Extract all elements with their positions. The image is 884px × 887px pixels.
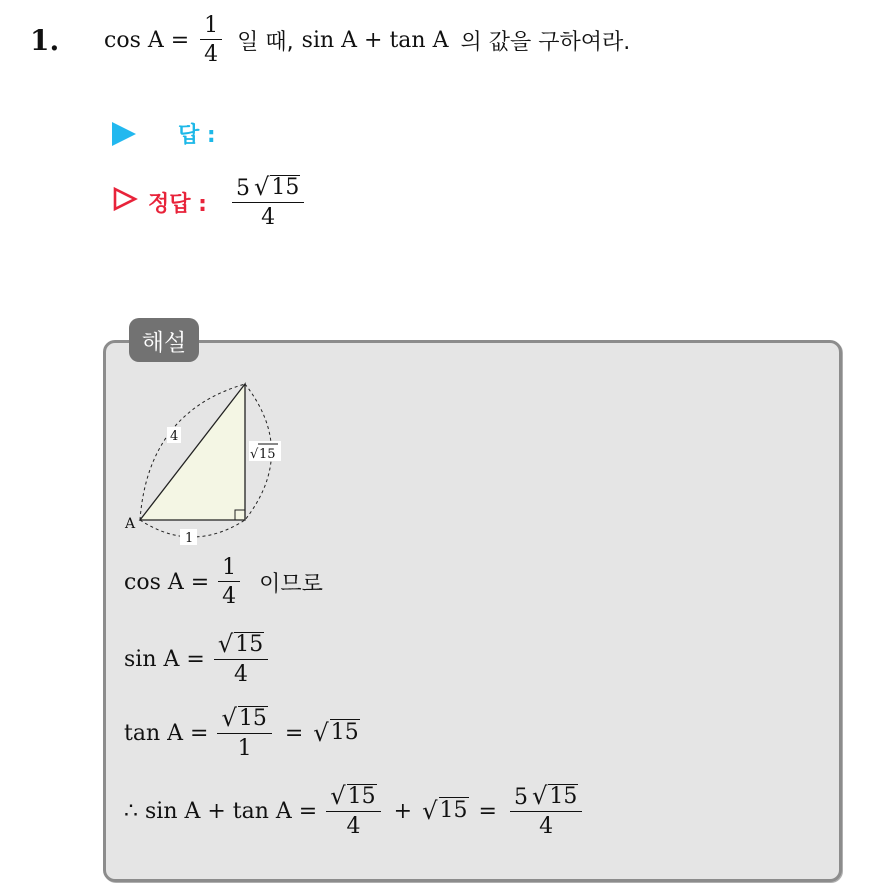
sum-lhs: ∴ sin A + tan A = [124, 798, 318, 824]
radicand: 15 [271, 175, 300, 200]
solution-line-sin [124, 632, 271, 687]
sum-radicand-1: 15 [347, 784, 376, 809]
sum-denominator-1: 4 [346, 814, 361, 840]
fraction-denominator: 4 [204, 42, 219, 68]
fraction-one-quarter [200, 14, 222, 66]
base-label: 1 [185, 531, 194, 546]
cos-denominator: 4 [222, 584, 237, 610]
coefficient: 5 [235, 176, 250, 201]
sin-denominator: 4 [234, 662, 249, 688]
question-number: 1. [30, 24, 60, 57]
triangle-shape [140, 384, 245, 520]
tan-lhs: tan A = [124, 720, 209, 746]
correct-answer-label: 정답 : [148, 191, 207, 217]
correct-answer-denominator: 4 [261, 205, 276, 231]
sin-radicand: 15 [235, 632, 264, 657]
solution-line-tan [124, 706, 360, 761]
sum-equals: = [478, 798, 497, 824]
sin-lhs: sin A = [124, 646, 205, 672]
fraction-numerator: 1 [200, 14, 222, 40]
question-text [104, 14, 630, 66]
sum-radicand-3: 15 [549, 784, 578, 809]
tan-numerator: √ 15 [217, 706, 271, 734]
tan-denominator: 1 [237, 736, 252, 762]
sin-fraction [214, 632, 268, 687]
correct-answer-value [229, 175, 307, 230]
solution-line-cos [124, 556, 323, 608]
question-condition-text: 일 때, [237, 29, 294, 55]
question-ask-text: 의 값을 구하여라. [460, 29, 631, 55]
vertical-side-radical: √ [250, 447, 259, 462]
cos-fraction [218, 556, 240, 608]
sum-coefficient: 5 [513, 785, 528, 810]
answer-row [112, 118, 216, 149]
answer-label: 답 : [178, 123, 216, 148]
cos-expression: cos A = [104, 27, 190, 53]
sum-radicand-2: 15 [439, 798, 468, 824]
right-triangle-diagram [120, 372, 290, 552]
solution-tab: 해설 [129, 318, 199, 362]
correct-answer-numerator: 5 √ 15 [232, 175, 304, 203]
tan-result: √ 15 [313, 719, 359, 748]
sum-root-term: √ 15 [422, 797, 468, 826]
hypotenuse-label: 4 [170, 429, 179, 444]
cos-tail-text: 이므로 [259, 571, 323, 597]
sin-tan-expression: sin A + tan A [301, 27, 449, 53]
play-triangle-icon [112, 122, 136, 146]
tan-radicand: 15 [238, 706, 267, 731]
sin-numerator: √ 15 [214, 632, 268, 660]
sum-numerator-1: √ 15 [326, 784, 380, 812]
sum-result-numerator: 5 √ 15 [510, 784, 582, 812]
sum-result-fraction [510, 784, 582, 839]
sum-fraction-1 [326, 784, 380, 839]
correct-answer-row [112, 175, 307, 230]
outline-triangle-icon [112, 186, 138, 218]
sum-plus: + [393, 798, 413, 824]
cos-lhs: cos A = [124, 569, 210, 595]
tan-equals: = [284, 720, 304, 746]
vertex-a-label: A [125, 516, 136, 532]
tan-result-radicand: 15 [330, 720, 359, 746]
solution-line-sum [124, 784, 585, 839]
vertical-side-label: 15 [259, 447, 276, 462]
sum-result-denominator: 4 [539, 814, 554, 840]
tan-fraction [217, 706, 271, 761]
cos-numerator: 1 [218, 556, 240, 582]
